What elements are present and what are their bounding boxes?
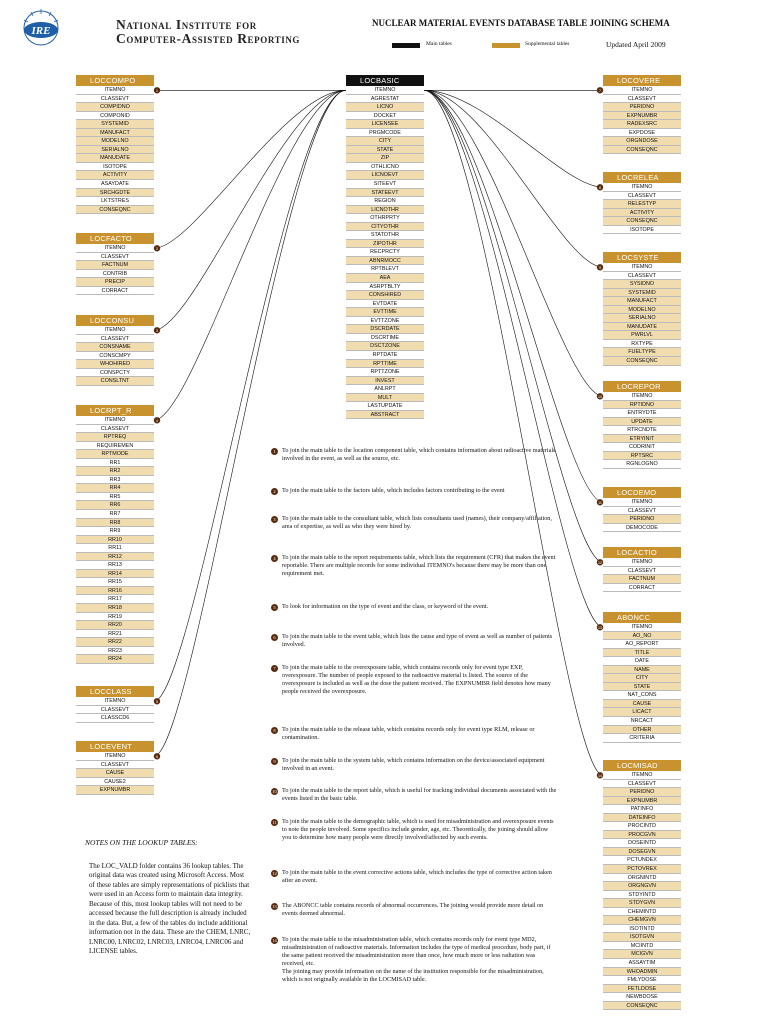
org-name-line1: National Institute for	[116, 17, 257, 32]
field-conshired: CONSHIRED	[346, 291, 424, 300]
field-modelno: MODELNO	[76, 137, 154, 146]
field-rr24: RR24	[76, 655, 154, 664]
note-number: 7	[271, 665, 278, 672]
field-classevt: CLASSEVT	[76, 253, 154, 262]
field-stdygvn: STDYGVN	[603, 899, 681, 908]
field-dateinfo: DATEINFO	[603, 814, 681, 823]
field-conseqnc: CONSEQNC	[603, 217, 681, 226]
page-title: NUCLEAR MATERIAL EVENTS DATABASE TABLE JOINING SCHEMA	[372, 18, 670, 28]
note-text: To join the main table to the event table, which lists the cause and type of event as well as number of patients involved.	[282, 633, 553, 649]
field-statothr: STATOTHR	[346, 231, 424, 240]
connector-locevent	[154, 90, 346, 756]
field-cause: CAUSE	[603, 700, 681, 709]
field-lastupdate: LASTUPDATE	[346, 402, 424, 411]
field-rptmode: RPTMODE	[76, 450, 154, 459]
table-locovere	[603, 75, 681, 154]
field-classevt: CLASSEVT	[603, 272, 681, 281]
field-precip: PRECIP	[76, 278, 154, 287]
marker-number: 14	[598, 773, 602, 778]
field-rr1: RR1	[76, 459, 154, 468]
field-mciintd: MCIINTD	[603, 942, 681, 951]
field-rr19: RR19	[76, 613, 154, 622]
marker-number: 9	[599, 265, 601, 270]
field-dscrtime: DSCRTIME	[346, 334, 424, 343]
field-democode: DEMOCODE	[603, 524, 681, 533]
field-asrptblty: ASRPTBLTY	[346, 283, 424, 292]
field-rptidno: RPTIDNO	[603, 401, 681, 410]
connector-aboncc	[424, 90, 603, 627]
field-classevt: CLASSEVT	[76, 761, 154, 770]
field-name: NAME	[603, 666, 681, 675]
field-classevt: CLASSEVT	[603, 95, 681, 104]
field-componid: COMPONID	[76, 112, 154, 121]
field-conscmpy: CONSCMPY	[76, 352, 154, 361]
table-locevent	[76, 741, 154, 795]
field-chemintd: CHEMINTD	[603, 908, 681, 917]
table-locrpt_r	[76, 405, 154, 664]
field-manufact: MANUFACT	[603, 297, 681, 306]
field-rptblevt: RPTBLEVT	[346, 265, 424, 274]
field-itemno: ITEMNO	[603, 263, 681, 272]
field-compidno: COMPIDNO	[76, 103, 154, 112]
field-rptdate: RPTDATE	[346, 351, 424, 360]
field-modelno: MODELNO	[603, 306, 681, 315]
field-evttzone: EVTTZONE	[346, 317, 424, 326]
field-itemno: ITEMNO	[76, 697, 154, 706]
join-note	[273, 603, 558, 611]
field-cause2: CAUSE2	[76, 778, 154, 787]
marker-number: 4	[156, 418, 158, 423]
field-licact: LICACT	[603, 708, 681, 717]
field-relestyp: RELESTYP	[603, 200, 681, 209]
field-manudate: MANUDATE	[603, 323, 681, 332]
join-note	[273, 757, 558, 773]
field-nrcact: NRCACT	[603, 717, 681, 726]
note-text: To join the main table to the release table, which contains records only for event type RLM, release or contamination.	[282, 726, 535, 742]
field-aea: AEA	[346, 274, 424, 283]
table-locmisad	[603, 760, 681, 1010]
field-rr22: RR22	[76, 638, 154, 647]
field-factnum: FACTNUM	[76, 261, 154, 270]
table-header: LOCRPT_R	[76, 405, 154, 416]
field-zip: ZIP	[346, 154, 424, 163]
field-peridno: PERIDNO	[603, 103, 681, 112]
field-pctundex: PCTUNDEX	[603, 856, 681, 865]
field-orgngvn: ORGNGVN	[603, 882, 681, 891]
join-note	[272, 936, 558, 985]
field-invest: INVEST	[346, 377, 424, 386]
field-city: CITY	[346, 137, 424, 146]
table-header: LOCACTIO	[603, 547, 681, 558]
field-itemno: ITEMNO	[346, 86, 424, 95]
field-radexsrc: RADEXSRC	[603, 120, 681, 129]
connector-locrepor	[424, 90, 603, 396]
field-rr2: RR2	[76, 467, 154, 476]
field-rr4: RR4	[76, 484, 154, 493]
table-loccompo	[76, 75, 154, 214]
field-etryinit: ETRYINIT	[603, 435, 681, 444]
field-prgmcode: PRGMCODE	[346, 129, 424, 138]
field-rr15: RR15	[76, 578, 154, 587]
table-header: LOCREPOR	[603, 381, 681, 392]
join-note	[273, 487, 558, 495]
field-state: STATE	[346, 146, 424, 155]
field-conseqnc: CONSEQNC	[603, 146, 681, 155]
field-itemno: ITEMNO	[603, 86, 681, 95]
field-factnum: FACTNUM	[603, 575, 681, 584]
table-header: LOCMISAD	[603, 760, 681, 771]
field-procgvn: PROCGVN	[603, 831, 681, 840]
table-header: LOCFACTO	[76, 233, 154, 244]
table-header: ABONCC	[603, 612, 681, 623]
note-text: To join the main table to the report table, which is useful for tracking individual documents associated with the events listed in the basic table.	[282, 787, 557, 803]
field-evtdate: EVTDATE	[346, 300, 424, 309]
field-expnumbr: EXPNUMBR	[603, 797, 681, 806]
table-locactio	[603, 547, 681, 592]
note-text: To join the main table to the report requirements table, which lists the requirement (CFR) that makes the event reportable. There are multiple records for some individual ITEMNO's because there may be more than one requirement met.	[282, 554, 556, 578]
field-patinfo: PATINFO	[603, 805, 681, 814]
field-classevt: CLASSEVT	[603, 567, 681, 576]
marker-number: 10	[598, 394, 602, 399]
field-itemno: ITEMNO	[76, 244, 154, 253]
field-ao_no: AO_NO	[603, 632, 681, 641]
note-text: To join the main table to the demographic table, which is used for misadministration and overexposure events to note the people involved. Some specifics include gender, age, etc. Theoretically, the joining should allow you to determine how many people were directly involved/affected by such events.	[282, 818, 554, 842]
table-header: LOCSYSTE	[603, 252, 681, 263]
marker-number: 1	[156, 88, 158, 93]
field-evttime: EVTTIME	[346, 308, 424, 317]
note-number: 13	[272, 903, 277, 909]
legend-supplemental-label: Supplemental tables	[525, 41, 570, 47]
field-rgnlogno: RGNLOGNO	[603, 460, 681, 469]
table-header: LOCEVENT	[76, 741, 154, 752]
field-classevt: CLASSEVT	[76, 95, 154, 104]
field-conspcty: CONSPCTY	[76, 369, 154, 378]
note-text: To join the main table to the overexposure table, which contains records only for event type EXP, overexposure. The number of people exposed to the radioactive material is listed. The source of the overexposure is included as well as the dose the patient received. The EXPNUMBR field denotes how many people received the overexposure.	[282, 664, 551, 696]
field-fetldose: FETLDOSE	[603, 985, 681, 994]
field-rr8: RR8	[76, 519, 154, 528]
field-isotope: ISOTOPE	[603, 226, 681, 235]
field-classevt: CLASSEVT	[603, 192, 681, 201]
field-rr10: RR10	[76, 536, 154, 545]
table-locconsu	[76, 315, 154, 386]
field-dsctzone: DSCTZONE	[346, 342, 424, 351]
field-activity: ACTIVITY	[603, 209, 681, 218]
field-classevt: CLASSEVT	[76, 706, 154, 715]
field-rr16: RR16	[76, 587, 154, 596]
field-update: UPDATE	[603, 418, 681, 427]
join-note	[273, 664, 558, 696]
field-cityothr: CITYOTHR	[346, 223, 424, 232]
join-note	[273, 726, 558, 742]
field-rr12: RR12	[76, 553, 154, 562]
field-itemno: ITEMNO	[603, 392, 681, 401]
field-itemno: ITEMNO	[603, 183, 681, 192]
note-number: 8	[271, 727, 278, 734]
note-number: 4	[271, 555, 278, 562]
field-rpttzone: RPTTZONE	[346, 368, 424, 377]
field-conseqnc: CONSEQNC	[603, 1002, 681, 1011]
field-expnumbr: EXPNUMBR	[603, 112, 681, 121]
field-rr7: RR7	[76, 510, 154, 519]
field-anlrpt: ANLRPT	[346, 385, 424, 394]
table-header: LOCBASIC	[346, 75, 424, 86]
field-srchgdte: SRCHGDTE	[76, 189, 154, 198]
field-rr21: RR21	[76, 630, 154, 639]
field-itemno: ITEMNO	[603, 558, 681, 567]
field-expnumbr: EXPNUMBR	[76, 786, 154, 795]
field-nat_cons: NAT_CONS	[603, 691, 681, 700]
field-peridno: PERIDNO	[603, 515, 681, 524]
field-rtrcndte: RTRCNDTE	[603, 426, 681, 435]
note-number: 14	[272, 937, 277, 943]
field-conseqnc: CONSEQNC	[603, 357, 681, 366]
svg-text:IRE: IRE	[31, 25, 51, 37]
note-text: To join the main table to the factors table, which includes factors contributing to the event	[282, 487, 505, 494]
marker-number: 11	[598, 500, 602, 505]
field-rr11: RR11	[76, 544, 154, 553]
field-rr13: RR13	[76, 561, 154, 570]
note-number: 2	[271, 488, 278, 495]
field-whoadmin: WHOADMIN	[603, 968, 681, 977]
org-name-line2: Computer-Assisted Reporting	[116, 31, 301, 46]
field-isotgvn: ISOTGVN	[603, 933, 681, 942]
field-systemid: SYSTEMID	[76, 120, 154, 129]
field-licnothr: LICNOTHR	[346, 206, 424, 215]
field-classevt: CLASSEVT	[76, 425, 154, 434]
field-licno: LICNO	[346, 103, 424, 112]
field-itemno: ITEMNO	[76, 326, 154, 335]
field-rr14: RR14	[76, 570, 154, 579]
join-note	[272, 869, 558, 885]
field-lktstres: LKTSTRES	[76, 197, 154, 206]
marker-number: 13	[598, 625, 602, 630]
field-othrprty: OTHRPRTY	[346, 214, 424, 223]
field-systemid: SYSTEMID	[603, 289, 681, 298]
note-number: 10	[272, 788, 277, 794]
note-number: 9	[271, 758, 278, 765]
field-conseqnc: CONSEQNC	[76, 206, 154, 215]
note-number: 6	[271, 634, 278, 641]
field-siteevt: SITEEVT	[346, 180, 424, 189]
table-header: LOCCLASS	[76, 686, 154, 697]
table-locrelea	[603, 172, 681, 234]
note-number: 1	[271, 448, 278, 455]
connector-locfacto	[154, 90, 346, 248]
lookup-notes-body: The LOC_VALD folder contains 36 lookup tables. The original data was created using Microsoft Access. Most of these tables are simply representations of picklists that were used in an Access form to maintain data integrity. Because of this, most lookup tables will not need to be accessed because the full description is already included in the data. But, a few of the tables do include additional information not in the data. These are the CHEM, LNRC, LNRC00, LNRC02, LNRC03, LNRC04, LNRC06 and LICENSE tables.	[89, 862, 251, 956]
table-aboncc	[603, 612, 681, 743]
join-note	[273, 515, 558, 531]
field-chemgvn: CHEMGVN	[603, 916, 681, 925]
connector-locrelea	[424, 90, 603, 187]
field-serialno: SERIALNO	[76, 146, 154, 155]
field-corract: CORRACT	[76, 287, 154, 296]
field-assaytim: ASSAYTIM	[603, 959, 681, 968]
field-rptreq: RPTREQ	[76, 433, 154, 442]
field-sysidno: SYSIDNO	[603, 280, 681, 289]
field-expdose: EXPDOSE	[603, 129, 681, 138]
table-header: LOCRELEA	[603, 172, 681, 183]
field-doseintd: DOSEINTD	[603, 839, 681, 848]
field-isotope: ISOTOPE	[76, 163, 154, 172]
connector-locrpt_r	[154, 90, 346, 420]
field-licnoevt: LICNOEVT	[346, 171, 424, 180]
table-locbasic	[346, 75, 424, 419]
field-abnrmocc: ABNRMOCC	[346, 257, 424, 266]
field-zipothr: ZIPOTHR	[346, 240, 424, 249]
field-abstract: ABSTRACT	[346, 411, 424, 420]
field-procintd: PROCINTD	[603, 822, 681, 831]
marker-number: 5	[156, 699, 158, 704]
field-rpttime: RPTTIME	[346, 360, 424, 369]
marker-number: 6	[156, 754, 158, 759]
field-orgndose: ORGNDOSE	[603, 137, 681, 146]
field-classevt: CLASSEVT	[603, 780, 681, 789]
field-rptsrc: RPTSRC	[603, 452, 681, 461]
field-pwrlvl: PWRLVL	[603, 331, 681, 340]
field-rxtype: RXTYPE	[603, 340, 681, 349]
field-classevt: CLASSEVT	[76, 335, 154, 344]
note-number: 12	[272, 870, 277, 876]
field-itemno: ITEMNO	[603, 623, 681, 632]
note-text: To join the main table to the event corrective actions table, which includes the type of corrective action taken after an event.	[282, 869, 552, 885]
field-title: TITLE	[603, 649, 681, 658]
field-manufact: MANUFACT	[76, 129, 154, 138]
marker-number: 2	[156, 246, 158, 251]
updated-date: Updated April 2009	[606, 40, 666, 49]
field-docket: DOCKET	[346, 112, 424, 121]
join-note	[272, 818, 558, 842]
note-number: 3	[271, 516, 278, 523]
field-rr3: RR3	[76, 476, 154, 485]
field-licensee: LICENSEE	[346, 120, 424, 129]
legend-main-label: Main tables	[426, 41, 452, 47]
field-requiremen: REQUIREMEN	[76, 442, 154, 451]
table-locclass	[76, 686, 154, 723]
field-itemno: ITEMNO	[76, 86, 154, 95]
join-note	[273, 554, 558, 578]
field-activity: ACTIVITY	[76, 171, 154, 180]
field-rr18: RR18	[76, 604, 154, 613]
field-rr23: RR23	[76, 647, 154, 656]
table-locrepor	[603, 381, 681, 469]
field-orgnintd: ORGNINTD	[603, 874, 681, 883]
field-city: CITY	[603, 674, 681, 683]
field-rr9: RR9	[76, 527, 154, 536]
field-serialno: SERIALNO	[603, 314, 681, 323]
table-header: LOCOVERE	[603, 75, 681, 86]
note-text: To join the main table to the consultant table, which lists consultants used (names), their company/affiliation, area of expertise, as well as who they were hired by.	[282, 515, 552, 531]
field-consltnt: CONSLTNT	[76, 377, 154, 386]
note-text: To join the main table to the misadministration table, which contains records only for event type MD2, misadministration of radioactive materials. Information includes the type of medical procedure, body part, if the same patient received the misadministration more than once, how much more or less radiation was received, etc. The joining may provide information on the name of the institution responsible for the misadministration, which is not originally available in the LOCMISAD table.	[282, 936, 551, 984]
field-itemno: ITEMNO	[76, 752, 154, 761]
marker-number: 8	[599, 185, 601, 190]
table-locsyste	[603, 252, 681, 366]
field-itemno: ITEMNO	[603, 771, 681, 780]
field-rr20: RR20	[76, 621, 154, 630]
note-text: To look for information on the type of event and the class, or keyword of the event.	[282, 603, 489, 610]
field-rr6: RR6	[76, 501, 154, 510]
field-corract: CORRACT	[603, 584, 681, 593]
note-number: 5	[271, 604, 278, 611]
note-text: To join the main table to the system table, which contains information on the device/associated equipment involved in an event.	[282, 757, 545, 773]
join-note	[273, 447, 558, 463]
field-recprcty: RECPRCTY	[346, 248, 424, 257]
field-dscrdate: DSCRDATE	[346, 325, 424, 334]
field-peridno: PERIDNO	[603, 788, 681, 797]
field-ao_report: AO_REPORT	[603, 640, 681, 649]
field-codrinit: CODRINIT	[603, 443, 681, 452]
field-other: OTHER	[603, 726, 681, 735]
field-mult: MULT	[346, 394, 424, 403]
field-agrestat: AGRESTAT	[346, 95, 424, 104]
lookup-notes-title: NOTES ON THE LOOKUP TABLES:	[85, 838, 198, 847]
field-mcigvn: MCIGVN	[603, 950, 681, 959]
field-criteria: CRITERIA	[603, 734, 681, 743]
field-itemno: ITEMNO	[603, 498, 681, 507]
table-header: LOCCOMPO	[76, 75, 154, 86]
field-pctovrex: PCTOVREX	[603, 865, 681, 874]
connector-locdemo	[424, 90, 603, 502]
field-classevt: CLASSEVT	[603, 507, 681, 516]
field-consname: CONSNAME	[76, 343, 154, 352]
connector-locconsu	[154, 90, 346, 330]
field-othlicno: OTHLICNO	[346, 163, 424, 172]
join-note	[272, 787, 558, 803]
field-date: DATE	[603, 657, 681, 666]
field-region: REGION	[346, 197, 424, 206]
marker-number: 7	[599, 88, 601, 93]
marker-number: 12	[598, 560, 602, 565]
note-text: To join the main table to the location component table, which contains information about radioactive materials involved in the event, as well as the source, etc.	[282, 447, 556, 463]
field-isotintd: ISOTINTD	[603, 925, 681, 934]
join-note	[272, 902, 558, 918]
table-locdemo	[603, 487, 681, 532]
join-note	[273, 633, 558, 649]
field-entrydte: ENTRYDTE	[603, 409, 681, 418]
table-header: LOCDEMO	[603, 487, 681, 498]
note-text: The ABONCC table contains records of abnormal occurrences. The joining would provide more detail on events deemed abnormal.	[282, 902, 544, 918]
field-newbdose: NEWBDOSE	[603, 993, 681, 1002]
field-rr5: RR5	[76, 493, 154, 502]
field-itemno: ITEMNO	[76, 416, 154, 425]
field-stateevt: STATEEVT	[346, 189, 424, 198]
field-cause: CAUSE	[76, 769, 154, 778]
field-stdyintd: STDYINTD	[603, 891, 681, 900]
field-classcd6: CLASSCD6	[76, 714, 154, 723]
field-state: STATE	[603, 683, 681, 692]
field-fmlydose: FMLYDOSE	[603, 976, 681, 985]
field-rr17: RR17	[76, 595, 154, 604]
field-fueltype: FUELTYPE	[603, 348, 681, 357]
field-dosegvn: DOSEGVN	[603, 848, 681, 857]
note-number: 11	[272, 819, 277, 825]
field-manudate: MANUDATE	[76, 154, 154, 163]
field-asaydate: ASAYDATE	[76, 180, 154, 189]
marker-number: 3	[156, 328, 158, 333]
field-contrib: CONTRIB	[76, 270, 154, 279]
table-header: LOCCONSU	[76, 315, 154, 326]
field-whohired: WHOHIRED	[76, 360, 154, 369]
table-locfacto	[76, 233, 154, 295]
